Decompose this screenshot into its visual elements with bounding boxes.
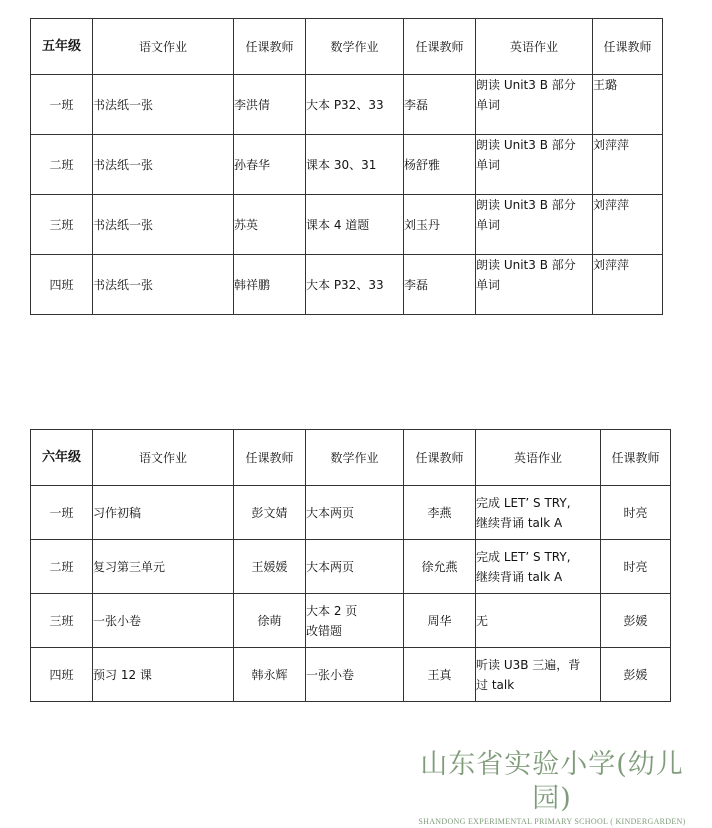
table-row	[31, 594, 671, 648]
english-homework-line: 听读 U3B 三遍，背	[476, 657, 581, 672]
english-teacher: 王璐	[593, 75, 663, 135]
chinese-teacher: 李洪倩	[234, 75, 306, 135]
english-teacher: 刘萍萍	[593, 135, 663, 195]
table-row	[31, 75, 663, 135]
table-row	[31, 255, 663, 315]
math-homework-line: 一张小卷	[306, 667, 355, 682]
english-homework-line: 继续背诵 talk A	[476, 569, 563, 584]
chinese-homework: 书法纸一张	[93, 255, 234, 315]
math-teacher: 王真	[404, 648, 476, 702]
grade-label: 六年级	[31, 430, 93, 486]
column-header: 任课教师	[234, 19, 306, 75]
math-homework: 课本 4 道题	[306, 195, 404, 255]
class-name: 三班	[31, 594, 93, 648]
chinese-homework: 书法纸一张	[93, 195, 234, 255]
chinese-teacher: 彭文婧	[234, 486, 306, 540]
english-homework-line: 无	[476, 613, 489, 628]
english-homework	[476, 486, 601, 540]
math-homework-line: 大本两页	[306, 505, 355, 520]
column-header: 语文作业	[93, 19, 234, 75]
class-name: 三班	[31, 195, 93, 255]
column-header: 数学作业	[306, 430, 404, 486]
math-homework: 课本 30、31	[306, 135, 404, 195]
math-teacher: 刘玉丹	[404, 195, 476, 255]
chinese-homework: 预习 12 课	[93, 648, 234, 702]
math-homework	[306, 486, 404, 540]
math-homework-line: 大本两页	[306, 559, 355, 574]
table-header-row	[31, 19, 663, 75]
math-homework: 大本 P32、33	[306, 75, 404, 135]
column-header: 任课教师	[593, 19, 663, 75]
chinese-homework: 习作初稿	[93, 486, 234, 540]
english-homework	[476, 135, 593, 195]
english-homework-line: 单词	[476, 158, 501, 172]
column-header: 任课教师	[601, 430, 671, 486]
english-teacher: 彭媛	[601, 648, 671, 702]
class-name: 二班	[31, 540, 93, 594]
english-homework	[476, 195, 593, 255]
english-homework-line: 朗读 Unit3 B 部分	[476, 78, 576, 92]
chinese-homework: 复习第三单元	[93, 540, 234, 594]
class-name: 一班	[31, 75, 93, 135]
table-row	[31, 648, 671, 702]
math-teacher: 李燕	[404, 486, 476, 540]
english-homework	[476, 648, 601, 702]
english-teacher: 彭媛	[601, 594, 671, 648]
table-row	[31, 540, 671, 594]
table-header-row	[31, 430, 671, 486]
column-header: 英语作业	[476, 430, 601, 486]
math-homework	[306, 648, 404, 702]
chinese-teacher: 韩永辉	[234, 648, 306, 702]
school-name-english: SHANDONG EXPERIMENTAL PRIMARY SCHOOL ( KINDERGARDEN)	[418, 817, 686, 826]
math-teacher: 李磊	[404, 255, 476, 315]
english-homework-line: 继续背诵 talk A	[476, 515, 563, 530]
chinese-teacher: 苏英	[234, 195, 306, 255]
school-name-chinese: 山东省实验小学(幼儿园)	[420, 749, 684, 814]
grade-label: 五年级	[31, 19, 93, 75]
class-name: 一班	[31, 486, 93, 540]
english-homework-line: 完成 LET’ S TRY,	[476, 495, 571, 510]
chinese-homework: 书法纸一张	[93, 75, 234, 135]
english-teacher: 刘萍萍	[593, 255, 663, 315]
english-homework-line: 单词	[476, 278, 501, 292]
english-homework	[476, 75, 593, 135]
english-teacher: 刘萍萍	[593, 195, 663, 255]
column-header: 任课教师	[404, 430, 476, 486]
table-row	[31, 135, 663, 195]
chinese-teacher: 韩祥鹏	[234, 255, 306, 315]
grade5-homework-table	[30, 18, 663, 315]
math-teacher: 杨舒雅	[404, 135, 476, 195]
table-row	[31, 486, 671, 540]
chinese-teacher: 王媛媛	[234, 540, 306, 594]
column-header: 语文作业	[93, 430, 234, 486]
english-teacher: 时亮	[601, 540, 671, 594]
column-header: 英语作业	[476, 19, 593, 75]
math-teacher: 周华	[404, 594, 476, 648]
english-homework-line: 朗读 Unit3 B 部分	[476, 198, 576, 212]
english-homework-line: 朗读 Unit3 B 部分	[476, 138, 576, 152]
column-header: 数学作业	[306, 19, 404, 75]
table-row	[31, 195, 663, 255]
english-homework	[476, 255, 593, 315]
math-homework	[306, 594, 404, 648]
english-homework-line: 单词	[476, 98, 501, 112]
english-homework-line: 完成 LET’ S TRY,	[476, 549, 571, 564]
chinese-teacher: 徐萌	[234, 594, 306, 648]
english-homework	[476, 594, 601, 648]
english-teacher: 时亮	[601, 486, 671, 540]
grade6-homework-table	[30, 429, 671, 702]
class-name: 二班	[31, 135, 93, 195]
english-homework-line: 朗读 Unit3 B 部分	[476, 258, 576, 272]
chinese-teacher: 孙春华	[234, 135, 306, 195]
school-watermark	[402, 748, 702, 828]
math-homework-line: 改错题	[306, 623, 343, 638]
math-teacher: 徐允燕	[404, 540, 476, 594]
math-teacher: 李磊	[404, 75, 476, 135]
class-name: 四班	[31, 255, 93, 315]
column-header: 任课教师	[404, 19, 476, 75]
math-homework	[306, 540, 404, 594]
english-homework	[476, 540, 601, 594]
math-homework-line: 大本 2 页	[306, 603, 358, 618]
column-header: 任课教师	[234, 430, 306, 486]
english-homework-line: 过 talk	[476, 677, 515, 692]
class-name: 四班	[31, 648, 93, 702]
chinese-homework: 一张小卷	[93, 594, 234, 648]
math-homework: 大本 P32、33	[306, 255, 404, 315]
chinese-homework: 书法纸一张	[93, 135, 234, 195]
english-homework-line: 单词	[476, 218, 501, 232]
